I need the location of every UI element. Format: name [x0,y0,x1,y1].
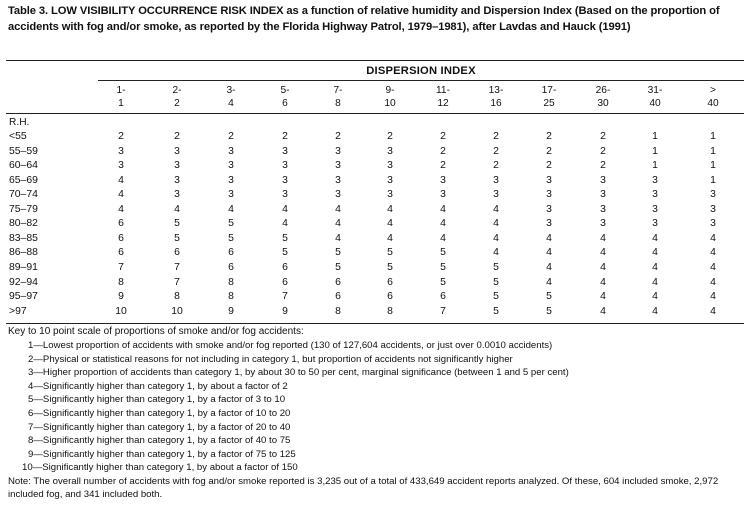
risk-index-cell: 3 [387,145,393,157]
risk-index-cell: 7 [174,276,180,288]
risk-index-cell: 4 [387,218,393,230]
risk-index-cell: 3 [710,189,716,201]
risk-index-cell: 3 [228,145,234,157]
risk-index-cell: 3 [282,189,288,201]
risk-index-cell: 3 [228,174,234,186]
key-item: 7—Significantly higher than category 1, by a factor of 20 to 40 [28,421,291,433]
key-title: Key to 10 point scale of proportions of smoke and/or fog accidents: [8,326,304,337]
risk-index-cell: 4 [118,174,124,186]
column-header-bottom: 4 [228,98,234,109]
risk-index-cell: 1 [710,131,716,142]
risk-index-cell: 1 [652,145,658,157]
risk-index-cell: 6 [228,261,234,273]
bottom-rule [6,323,744,324]
column-header-top: 1- [116,85,126,96]
risk-index-cell: 4 [600,291,606,303]
column-header-top: 31- [647,85,663,96]
risk-index-cell: 6 [118,247,124,259]
risk-index-cell: 4 [652,232,658,244]
table-row [0,306,752,321]
key-item: 6—Significantly higher than category 1, by a factor of 10 to 20 [28,408,291,419]
risk-index-cell: 3 [228,160,234,172]
risk-index-cell: 6 [174,247,180,259]
key-item: 9—Significantly higher than category 1, by a factor of 75 to 125 [28,448,296,460]
risk-index-cell: 3 [174,145,180,157]
column-header-top: 17- [541,85,557,96]
column-header [638,84,672,110]
risk-index-cell: 5 [228,232,234,244]
risk-index-cell: 2 [440,160,446,172]
table-row [0,146,752,161]
risk-index-cell: 10 [171,305,183,317]
table-row [0,189,752,204]
risk-index-cell: 2 [600,145,606,157]
header-rule [98,80,744,81]
risk-index-cell: 5 [282,247,288,259]
rh-range-label: 75–79 [9,203,38,215]
risk-index-cell: 6 [282,276,288,288]
risk-index-cell: 3 [600,174,606,186]
risk-index-cell: 8 [335,305,341,317]
column-header [532,84,566,110]
risk-index-cell: 5 [335,247,341,259]
risk-index-cell: 5 [440,261,446,273]
rh-range-label: 83–85 [9,232,38,244]
risk-index-cell: 5 [174,218,180,230]
risk-index-cell: 3 [710,203,716,215]
risk-index-cell: 4 [228,203,234,215]
table-row [0,175,752,190]
risk-index-cell: 5 [493,276,499,288]
risk-index-cell: 7 [440,305,446,317]
risk-index-cell: 2 [493,131,499,142]
risk-index-cell: 2 [387,131,393,142]
risk-index-cell: 2 [600,160,606,172]
table-row [0,247,752,262]
rh-range-label: 92–94 [9,276,38,288]
risk-index-cell: 3 [118,145,124,157]
risk-index-cell: 3 [174,189,180,201]
dispersion-index-header: DISPERSION INDEX [366,65,476,77]
risk-index-cell: 4 [387,203,393,215]
risk-index-cell: 9 [282,305,288,317]
column-header-top: > [710,85,716,96]
risk-index-cell: 9 [118,291,124,303]
risk-index-cell: 2 [493,145,499,157]
risk-index-cell: 3 [652,203,658,215]
column-header [160,84,194,110]
risk-index-cell: 2 [546,160,552,172]
table-row [0,233,752,248]
rh-range-label: 65–69 [9,174,38,186]
risk-index-cell: 4 [282,218,288,230]
risk-index-cell: 3 [546,174,552,186]
risk-index-cell: 3 [228,189,234,201]
risk-index-cell: 6 [118,218,124,230]
risk-index-cell: 8 [228,291,234,303]
key-item: 8—Significantly higher than category 1, by a factor of 40 to 75 [28,435,291,447]
risk-index-cell: 4 [710,247,716,259]
risk-index-cell: 4 [600,232,606,244]
risk-index-cell: 4 [493,203,499,215]
risk-index-cell: 5 [493,305,499,317]
risk-index-cell: 4 [174,203,180,215]
risk-index-cell: 4 [600,276,606,288]
risk-index-cell: 4 [710,276,716,288]
risk-index-cell: 8 [118,276,124,288]
risk-index-cell: 3 [546,218,552,230]
rh-range-label: 55–59 [9,145,38,157]
table-row [0,277,752,292]
rh-range-label: <55 [9,131,27,142]
risk-index-cell: 5 [493,261,499,273]
table-title: Table 3. LOW VISIBILITY OCCURRENCE RISK INDEX as a function of relative humidity and Dispersion Index (Based on the proportion of accidents with fog and/or smoke, as reported by the Florida Highway Patrol, 1979–1981), after Lavdas and Hauck (1991) [8,5,720,33]
risk-index-cell: 3 [600,203,606,215]
risk-index-cell: 5 [493,291,499,303]
risk-index-cell: 6 [387,291,393,303]
risk-index-cell: 4 [493,247,499,259]
risk-index-cell: 3 [387,174,393,186]
column-header-bottom: 40 [707,98,719,109]
risk-index-cell: 4 [652,291,658,303]
risk-index-cell: 5 [335,261,341,273]
risk-index-cell: 2 [174,131,180,142]
risk-index-cell: 4 [710,232,716,244]
risk-index-cell: 3 [600,189,606,201]
column-header [373,84,407,110]
table-row [0,160,752,175]
column-header-bottom: 2 [174,98,180,109]
risk-index-cell: 5 [440,276,446,288]
column-header-bottom: 1 [118,98,124,109]
table-row [0,204,752,219]
risk-index-cell: 7 [118,261,124,273]
risk-index-cell: 4 [546,261,552,273]
risk-index-cell: 1 [710,160,716,172]
risk-index-cell: 3 [546,189,552,201]
rh-range-label: 70–74 [9,189,38,201]
table-row [0,131,752,146]
risk-index-cell: 2 [440,145,446,157]
risk-index-cell: 4 [710,291,716,303]
risk-index-cell: 2 [600,131,606,142]
key-item: 4—Significantly higher than category 1, by about a factor of 2 [28,380,288,392]
risk-index-cell: 6 [440,291,446,303]
risk-index-cell: 6 [335,291,341,303]
risk-index-cell: 4 [546,232,552,244]
column-header [104,84,138,110]
rh-range-label: 95–97 [9,291,38,303]
risk-index-cell: 1 [710,174,716,186]
risk-index-cell: 4 [546,247,552,259]
column-header [426,84,460,110]
rh-range-label: 80–82 [9,218,38,230]
risk-index-cell: 3 [387,189,393,201]
rh-range-label: 89–91 [9,261,38,273]
risk-index-cell: 3 [493,189,499,201]
risk-index-cell: 2 [440,131,446,142]
risk-index-cell: 6 [282,261,288,273]
table-row [0,218,752,233]
risk-index-cell: 4 [493,218,499,230]
risk-index-cell: 3 [282,174,288,186]
column-header-top: 13- [488,85,504,96]
risk-index-cell: 1 [652,160,658,172]
column-header [479,84,513,110]
column-header [214,84,248,110]
key-item: 10—Significantly higher than category 1, by about a factor of 150 [22,462,298,474]
column-header-top: 3- [226,85,236,96]
risk-index-cell: 3 [652,189,658,201]
risk-index-cell: 4 [118,189,124,201]
risk-index-cell: 5 [387,247,393,259]
column-header-top: 7- [333,85,343,96]
risk-index-cell: 6 [335,276,341,288]
risk-index-cell: 7 [174,261,180,273]
risk-index-cell: 3 [335,189,341,201]
column-header-bottom: 40 [649,98,661,109]
risk-index-cell: 5 [546,305,552,317]
key-item: 3—Higher proportion of accidents than category 1, by about 30 to 50 per cent, marginal significance (between 1 and 5 per cent) [28,367,569,379]
risk-index-cell: 3 [387,160,393,172]
risk-index-cell: 2 [493,160,499,172]
risk-index-cell: 4 [710,305,716,317]
rh-range-label: >97 [9,305,27,317]
key-item: 1—Lowest proportion of accidents with smoke and/or fog reported (130 of 127,604 accidents, or just over 0.0010 accidents) [28,340,553,351]
table-note: Note: The overall number of accidents with fog and/or smoke reported is 3,235 out of a total of 433,649 accident reports analyzed. Of these, 604 included smoke, 2,972 included fog, and 341 included both. [8,476,719,500]
risk-index-cell: 4 [335,203,341,215]
risk-index-cell: 4 [440,218,446,230]
risk-index-cell: 5 [440,247,446,259]
risk-index-cell: 4 [387,232,393,244]
column-header [268,84,302,110]
column-header-top: 5- [280,85,290,96]
risk-index-cell: 4 [652,305,658,317]
risk-index-cell: 3 [335,174,341,186]
risk-index-cell: 2 [282,131,288,142]
column-header-top: 2- [172,85,182,96]
risk-index-cell: 5 [282,232,288,244]
risk-index-cell: 3 [652,218,658,230]
risk-index-cell: 9 [228,305,234,317]
risk-index-cell: 5 [546,291,552,303]
key-item: 2—Physical or statistical reasons for not including in category 1, but proportion of accidents not significantly higher [28,353,513,365]
risk-index-cell: 3 [174,174,180,186]
risk-index-cell: 3 [493,174,499,186]
risk-index-cell: 4 [546,276,552,288]
risk-index-cell: 3 [282,160,288,172]
risk-index-cell: 1 [710,145,716,157]
risk-index-cell: 3 [710,218,716,230]
column-header-top: 26- [595,85,611,96]
risk-index-cell: 6 [228,247,234,259]
risk-index-cell: 2 [546,131,552,142]
risk-index-cell: 4 [652,261,658,273]
risk-index-cell: 3 [282,145,288,157]
column-header-bottom: 8 [335,98,341,109]
risk-index-cell: 1 [652,131,658,142]
risk-index-cell: 6 [118,232,124,244]
risk-index-cell: 7 [282,291,288,303]
column-header [321,84,355,110]
column-header-top: 9- [385,85,395,96]
risk-index-cell: 3 [335,145,341,157]
risk-index-cell: 2 [335,131,341,142]
risk-index-cell: 3 [440,174,446,186]
column-header-bottom: 30 [597,98,609,109]
risk-index-cell: 5 [174,232,180,244]
risk-index-cell: 4 [493,232,499,244]
column-header-top: 11- [436,85,450,96]
column-header-bottom: 10 [384,98,396,109]
risk-index-cell: 3 [440,189,446,201]
column-header-rule [6,113,744,114]
rh-range-label: 60–64 [9,160,38,172]
column-header-bottom: 16 [490,98,502,109]
risk-index-cell: 8 [228,276,234,288]
risk-index-cell: 3 [174,160,180,172]
table-row [0,291,752,306]
column-header-bottom: 25 [543,98,555,109]
rh-label: R.H. [9,117,30,128]
risk-index-cell: 8 [174,291,180,303]
risk-index-cell: 4 [710,261,716,273]
column-header-bottom: 6 [282,98,288,109]
risk-index-cell: 10 [115,305,127,317]
risk-index-cell: 4 [282,203,288,215]
column-header-bottom: 12 [437,98,449,109]
column-header [696,84,730,110]
risk-index-cell: 2 [118,131,124,142]
key-item: 5—Significantly higher than category 1, by a factor of 3 to 10 [28,394,286,406]
risk-index-cell: 4 [600,305,606,317]
risk-index-cell: 4 [335,218,341,230]
top-rule [6,60,744,61]
risk-index-cell: 4 [440,232,446,244]
risk-index-cell: 3 [118,160,124,172]
risk-index-cell: 5 [387,261,393,273]
risk-index-cell: 6 [387,276,393,288]
risk-index-cell: 4 [652,247,658,259]
risk-index-cell: 4 [118,203,124,215]
column-header [586,84,620,110]
risk-index-cell: 3 [335,160,341,172]
risk-index-cell: 4 [335,232,341,244]
risk-index-cell: 4 [600,247,606,259]
rh-range-label: 86–88 [9,247,38,259]
risk-index-cell: 3 [652,174,658,186]
risk-index-cell: 4 [652,276,658,288]
risk-index-cell: 3 [546,203,552,215]
risk-index-cell: 4 [600,261,606,273]
risk-index-cell: 4 [440,203,446,215]
risk-index-cell: 8 [387,305,393,317]
risk-index-cell: 5 [228,218,234,230]
risk-index-cell: 3 [600,218,606,230]
table-row [0,262,752,277]
risk-index-cell: 2 [546,145,552,157]
risk-index-cell: 2 [228,131,234,142]
